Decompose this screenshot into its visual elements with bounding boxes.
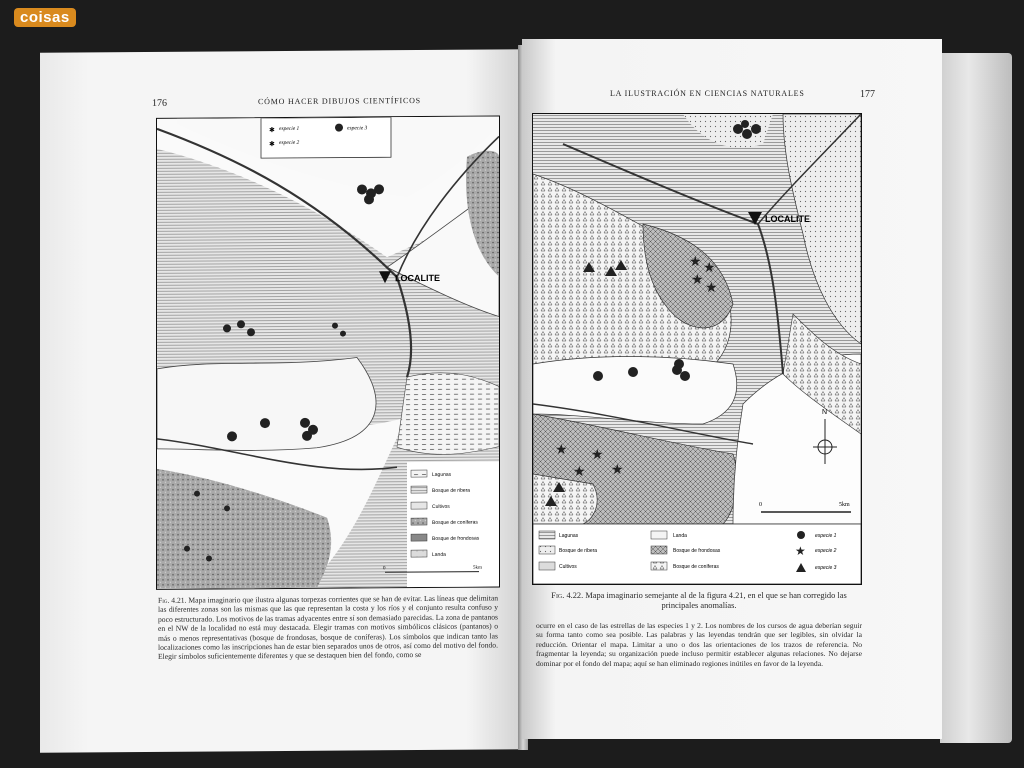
legend-r-ribera: Bosque de ribera	[559, 548, 598, 554]
svg-text:★: ★	[573, 465, 586, 480]
legend-r-especie-1: especie 1	[815, 533, 837, 539]
legend-landa: Landa	[432, 551, 446, 558]
watermark-logo: coisas	[14, 8, 76, 27]
open-book	[40, 35, 980, 755]
left-page	[40, 49, 525, 752]
svg-text:★: ★	[705, 281, 718, 296]
scale-zero-left: 0	[383, 566, 386, 572]
caption-figure-4-21	[158, 593, 498, 707]
map-figure-4-22	[532, 113, 862, 585]
species-legend-2: especie 2	[279, 139, 300, 147]
legend-r-especie-3: especie 3	[815, 565, 837, 571]
svg-text:★: ★	[611, 463, 624, 478]
page-edges	[940, 53, 1012, 743]
legend-cultivos: Cultivos	[432, 503, 450, 510]
legend-r-coniferas: Bosque de coníferas	[673, 564, 719, 570]
scale-zero-right: 0	[759, 502, 762, 508]
legend-r-especie-2: especie 2	[815, 548, 837, 554]
legend-coniferas: Bosque de coníferas	[432, 519, 478, 526]
svg-text:★: ★	[555, 443, 568, 458]
map-4-21-drawing	[157, 116, 499, 588]
legend-frondosas: Bosque de frondosas	[432, 535, 480, 542]
caption-lead-left: Fig. 4.21.	[158, 595, 187, 605]
caption-text-right: ocurre en el caso de las estrellas de las especies 1 y 2. Los nombres de los cursos de agua deberían seguir su forma tanto como sea posible. Las palabras y las leyendas tendrán que ser legibles, sin olvidar la reducción. Orientar el mapa. Limitar a uno o dos las orientaciones de los trazos de referencia. No fragmentar la leyenda; su organización puede incluso permitir establecer algunas relaciones. No dejarse dominar por el fondo del mapa; aquí se han eliminado regiones inútiles en favor de la leyenda.	[536, 621, 862, 668]
legend-r-landa: Landa	[673, 533, 687, 539]
legend-lagunas: Lagunas	[432, 471, 452, 478]
svg-text:✱: ✱	[269, 126, 275, 135]
caption-text-left: Mapa imaginario que ilustra algunas torpezas corrientes que se han de evitar. Las líneas que delimitan las diferentes zonas son las mismas que las que representan la costa y los ríos y el conjunto resulta confuso y poco estructurado. Los motivos de las tramas adyacentes entre sí son demasiado parecidas. La zona de pantanos en el NW de la localidad no está muy destacada. Elegir tramas con motivos simbólicos clásicos (pantanos) o más o menos representativas (bosque de frondosas, bosque de coníferas). Los símbolos que indican tanto las localizaciones como las inscripciones han de estar bien separados unos de otros, así como del motivo del fondo. Elegir símbolos suficientemente diferentes y que se destaquen bien del fondo, como se	[158, 593, 498, 662]
species-legend-1: especie 1	[279, 125, 300, 133]
scale-end-right: 5km	[839, 502, 850, 508]
caption-continuation-right	[536, 621, 862, 711]
right-page	[522, 39, 942, 739]
species-legend-3: especie 3	[347, 125, 368, 132]
legend-r-cultivos: Cultivos	[559, 564, 577, 570]
right-page-number: 177	[860, 89, 875, 100]
caption-title-4-22	[536, 591, 862, 617]
scale-end-left: 5km	[473, 565, 482, 571]
right-running-head: LA ILUSTRACIÓN EN CIENCIAS NATURALES	[610, 89, 805, 98]
svg-text:★: ★	[691, 273, 704, 288]
map-4-22-drawing	[533, 114, 861, 584]
legend-r-frondosas: Bosque de frondosas	[673, 548, 721, 554]
legend-r-lagunas: Lagunas	[559, 533, 579, 539]
left-running-head: CÓMO HACER DIBUJOS CIENTÍFICOS	[258, 96, 421, 107]
svg-text:★: ★	[689, 255, 702, 270]
legend-bosque-ribera: Bosque de ribera	[432, 487, 471, 494]
map-figure-4-21	[156, 115, 500, 589]
left-page-number: 176	[152, 97, 167, 109]
svg-text:★: ★	[795, 544, 806, 558]
locality-label-left: LOCALITE	[395, 272, 440, 284]
caption-lead-right: Fig. 4.22.	[551, 591, 584, 600]
svg-text:✱: ✱	[269, 140, 275, 149]
svg-text:★: ★	[591, 448, 604, 463]
locality-label-right: LOCALITE	[765, 214, 810, 224]
svg-text:★: ★	[703, 261, 716, 276]
caption-title-right: Mapa imaginario semejante al de la figura 4.21, en el que se han corregido las principales anomalías.	[585, 591, 847, 610]
north-label: N	[822, 409, 828, 416]
